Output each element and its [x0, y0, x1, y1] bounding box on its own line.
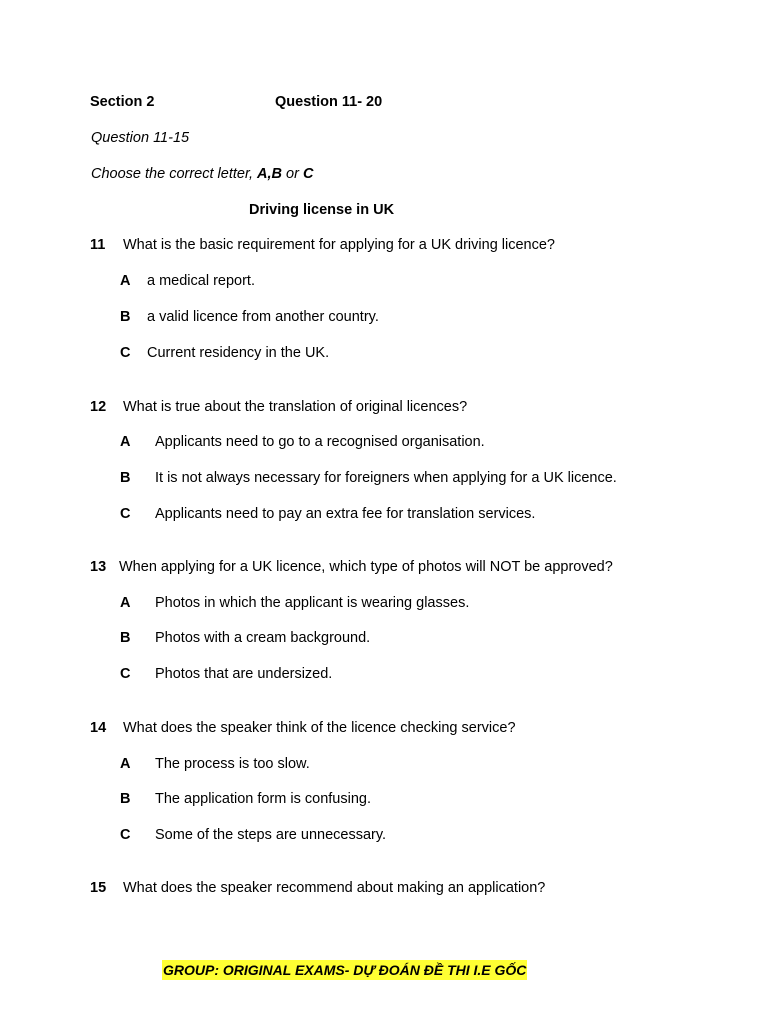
question-text: What does the speaker recommend about making an application?	[123, 880, 546, 896]
question-range: Question 11- 20	[275, 94, 383, 110]
option-text: Photos in which the applicant is wearing glasses.	[155, 595, 470, 611]
option-letter: B	[120, 309, 131, 325]
option-letter: C	[120, 345, 131, 361]
option-text: Current residency in the UK.	[147, 345, 330, 361]
option-text: Photos with a cream background.	[155, 630, 371, 646]
option-text: Photos that are undersized.	[155, 666, 333, 682]
group-banner: GROUP: ORIGINAL EXAMS- DỰ ĐOÁN ĐỀ THI I.E GỐC	[163, 962, 527, 978]
option-letter: A	[120, 434, 131, 450]
option-letter: B	[120, 630, 131, 646]
instruction-last-letter: C	[302, 166, 314, 182]
option-text: a medical report.	[147, 273, 255, 289]
question-text: What is true about the translation of original licences?	[123, 399, 468, 415]
instruction	[91, 167, 313, 182]
option-letter: A	[120, 595, 131, 611]
question-number: 11	[90, 237, 106, 253]
section-label: Section 2	[90, 94, 155, 110]
option-letter: B	[120, 470, 131, 486]
option-text: The process is too slow.	[155, 756, 310, 772]
option-letter: A	[120, 756, 131, 772]
option-text: a valid licence from another country.	[147, 309, 379, 325]
option-letter: B	[120, 791, 131, 807]
question-text: What is the basic requirement for applying for a UK driving licence?	[123, 237, 555, 253]
question-number: 13	[90, 559, 107, 575]
option-text: Some of the steps are unnecessary.	[155, 827, 387, 843]
question-number: 12	[90, 399, 107, 415]
option-text: Applicants need to pay an extra fee for translation services.	[155, 506, 536, 522]
option-text: It is not always necessary for foreigners when applying for a UK licence.	[155, 470, 617, 486]
instruction-prefix: Choose the correct letter,	[91, 166, 258, 182]
instruction-or: or	[282, 166, 303, 182]
document-title: Driving license in UK	[249, 202, 395, 218]
option-text: The application form is confusing.	[155, 791, 371, 807]
question-number: 14	[90, 720, 107, 736]
question-number: 15	[90, 880, 107, 896]
option-letter: C	[120, 506, 131, 522]
question-text: What does the speaker think of the licence checking service?	[123, 720, 516, 736]
subheader: Question 11-15	[91, 130, 190, 146]
option-letter: C	[120, 827, 131, 843]
option-letter: C	[120, 666, 131, 682]
instruction-letters: A,B	[257, 166, 283, 182]
question-text: When applying for a UK licence, which type of photos will NOT be approved?	[119, 559, 613, 575]
option-letter: A	[120, 273, 131, 289]
option-text: Applicants need to go to a recognised organisation.	[155, 434, 485, 450]
